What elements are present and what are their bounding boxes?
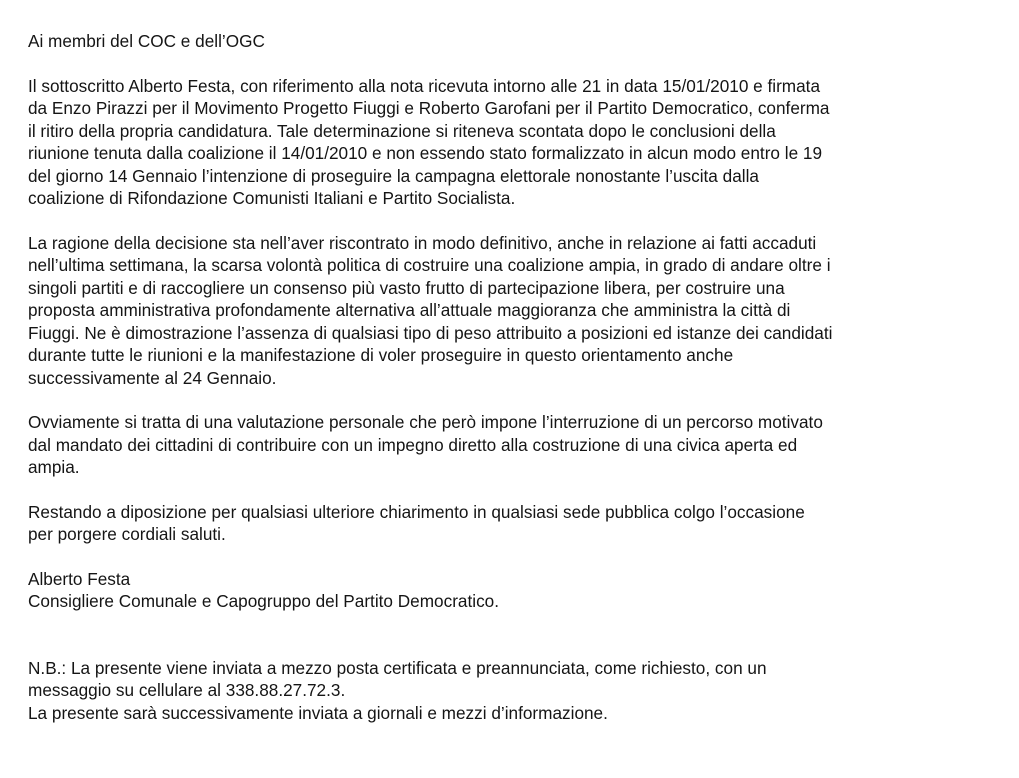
paragraph-withdrawal [28, 75, 999, 210]
text-line: nell’ultima settimana, la scarsa volontà politica di costruire una coalizione ampia, in grado di andare oltre i [28, 255, 831, 275]
text-line: per porgere cordiali saluti. [28, 524, 226, 544]
text-line: riunione tenuta dalla coalizione il 14/01/2010 e non essendo stato formalizzato in alcun modo entro le 19 [28, 143, 823, 163]
text-line: successivamente al 24 Gennaio. [28, 367, 277, 388]
signature-title: Consigliere Comunale e Capogruppo del Partito Democratico. [28, 591, 499, 611]
text-line: La ragione della decisione sta nell’aver riscontrato in modo definitivo, anche in relazione ai fatti accaduti [28, 232, 817, 253]
text-line: durante tutte le riunioni e la manifestazione di voler proseguire in questo orientamento anche [28, 345, 734, 365]
salutation [28, 30, 999, 53]
salutation-text: Ai membri del COC e dell’OGC [28, 31, 265, 51]
paragraph-evaluation [28, 411, 999, 479]
text-line: Restando a diposizione per qualsiasi ulteriore chiarimento in qualsiasi sede pubblica colgo l’occasione [28, 501, 805, 522]
text-line: N.B.: La presente viene inviata a mezzo posta certificata e preannunciata, come richiesto, con un [28, 657, 767, 678]
text-line: La presente sarà successivamente inviata a giornali e mezzi d’informazione. [28, 702, 608, 723]
signature-name: Alberto Festa [28, 568, 131, 589]
text-line: il ritiro della propria candidatura. Tale determinazione si riteneva scontata dopo le conclusioni della [28, 120, 776, 141]
text-line: ampia. [28, 457, 80, 477]
signature-block [28, 568, 999, 613]
text-line: coalizione di Rifondazione Comunisti Italiani e Partito Socialista. [28, 188, 516, 208]
text-line: del giorno 14 Gennaio l’intenzione di proseguire la campagna elettorale nonostante l’uscita dalla [28, 165, 759, 186]
paragraph-reasons [28, 232, 999, 390]
text-line: proposta amministrativa profondamente alternativa all’attuale maggioranza che amministra la città di [28, 300, 791, 320]
text-line: Fiuggi. Ne è dimostrazione l’assenza di qualsiasi tipo di peso attribuito a posizioni ed istanze dei candidati [28, 322, 833, 343]
text-line: messaggio su cellulare al 338.88.27.72.3. [28, 680, 346, 700]
text-line: singoli partiti e di raccogliere un consenso più vasto frutto di partecipazione libera, per costruire una [28, 277, 785, 298]
text-line: dal mandato dei cittadini di contribuire con un impegno diretto alla costruzione di una civica aperta ed [28, 434, 798, 455]
text-line: Il sottoscritto Alberto Festa, con riferimento alla nota ricevuta intorno alle 21 in data 15/01/2010 e firmata [28, 75, 821, 96]
text-line: da Enzo Pirazzi per il Movimento Progetto Fiuggi e Roberto Garofani per il Partito Democratico, conferma [28, 98, 830, 118]
nota-bene [28, 657, 999, 725]
paragraph-closing [28, 501, 999, 546]
text-line: Ovviamente si tratta di una valutazione personale che però impone l’interruzione di un percorso motivato [28, 412, 823, 432]
